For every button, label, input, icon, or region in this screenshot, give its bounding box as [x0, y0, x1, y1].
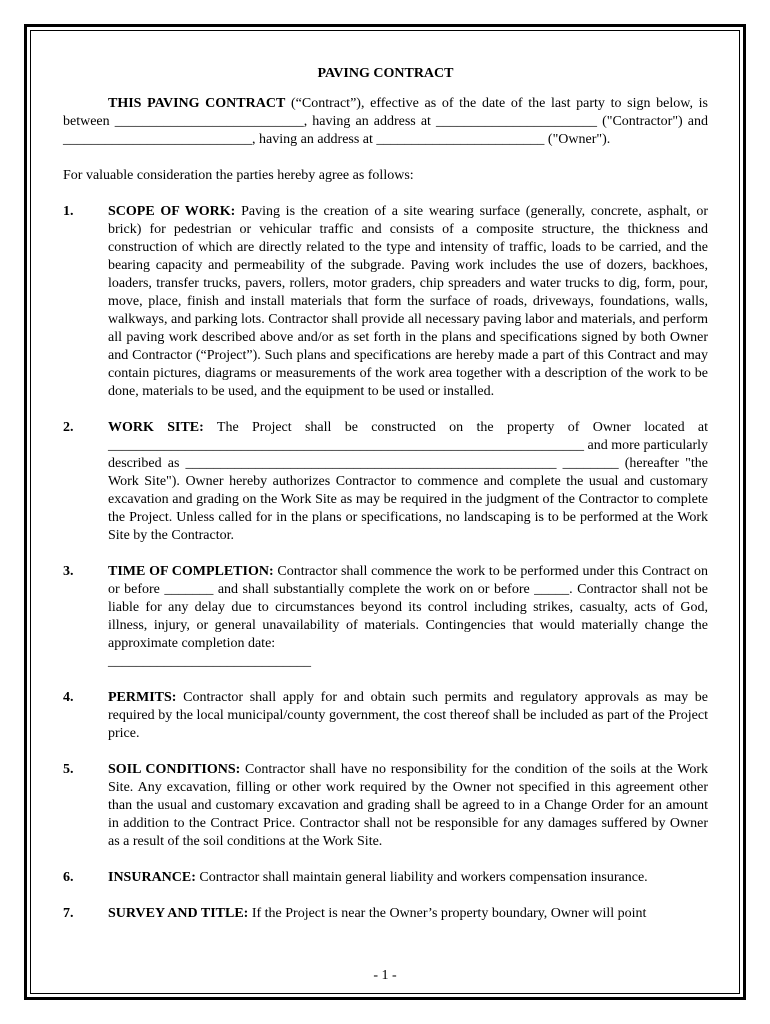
section-body: Contractor shall commence the work to be performed under this Contract on or before _______ and shall substantially complete the work on or before _____. Contractor shall not be liable for any delay due to circumstances beyond its control including strikes, casualty, acts of God, illness, injury, or general unavailability of materials. Contingencies that would materially change the approximate completion date:	[108, 564, 708, 651]
section-body: Contractor shall apply for and obtain such permits and regulatory approvals as may be required by the local municipal/county government, the cost thereof shall be included as part of the Project price.	[108, 690, 708, 741]
section-heading: SURVEY AND TITLE:	[108, 906, 249, 921]
section-heading: SCOPE OF WORK:	[108, 204, 236, 219]
section-survey-and-title	[63, 905, 708, 923]
section-number: 2.	[63, 420, 74, 435]
section-heading: PERMITS:	[108, 690, 177, 705]
section-heading: INSURANCE:	[108, 870, 196, 885]
document-title: PAVING CONTRACT	[317, 66, 454, 81]
completion-date-blank: _____________________________	[108, 654, 311, 669]
section-number: 3.	[63, 564, 74, 579]
intro-lead: THIS PAVING CONTRACT	[108, 96, 286, 111]
document-page	[63, 65, 708, 941]
section-body: The Project shall be constructed on the property of Owner located at ____________________________________________________________________ and more particularly described as _____________________________________________________ ________ (hereafter "the Work Site"). Owner hereby authorizes Contractor to commence and complete the usual and customary excavation and grading on the Work Site as may be required in the judgment of the Contractor to complete the Project. Unless called for in the plans or specifications, no landscaping is to be performed at the Work Site by the Contractor.	[108, 420, 709, 543]
section-work-site	[63, 419, 708, 545]
section-permits	[63, 689, 708, 743]
section-body: Contractor shall maintain general liability and workers compensation insurance.	[195, 870, 648, 885]
section-body: Paving is the creation of a site wearing surface (generally, concrete, asphalt, or brick) for pedestrian or vehicular traffic and consists of a composite structure, the thickness and construction of which are directly related to the type and intensity of traffic, loads to be carried, and the bearing capacity and permeability of the subgrade. Paving work includes the use of dozers, backhoes, loaders, transfer trucks, pavers, rollers, motor graders, chip spreaders and water trucks to dig, form, pour, move, place, finish and install materials that form the surface of roads, driveways, foundations, walls, walkways, and parking lots. Contractor shall provide all necessary paving labor and materials, and perform all paving work described above and/or as set forth in the plans and specifications signed by both Owner and Contractor (“Project”). Such plans and specifications are hereby made a part of this Contract and may contain pictures, diagrams or measurements of the work area together with a description of the work to be done, materials to be used, and the equipment to be used or installed.	[108, 204, 708, 399]
section-number: 4.	[63, 690, 74, 705]
consideration-text: For valuable consideration the parties hereby agree as follows:	[63, 168, 414, 183]
section-heading: WORK SITE:	[108, 420, 204, 435]
section-insurance	[63, 869, 708, 887]
section-soil-conditions	[63, 761, 708, 851]
section-scope-of-work	[63, 203, 708, 401]
section-body: Contractor shall have no responsibility for the condition of the soils at the Work Site. Any excavation, filling or other work required by the Owner not specified in this agreement other than the usual and customary excavation and grading shall be agreed to in a Change Order for an amount in addition to the Contract Price. Contractor shall not be responsible for any damages suffered by Owner as a result of the soil conditions at the Work Site.	[108, 762, 709, 849]
section-number: 5.	[63, 762, 74, 777]
section-body: If the Project is near the Owner’s property boundary, Owner will point	[248, 906, 647, 921]
intro-text: (“Contract”), effective as of the date of the last party to sign below, is between ___________________________, having an address at _______________________ ("Contractor") and ___________________________, having an address at ________________________ ("Owner").	[63, 96, 708, 147]
page-number: - 1 -	[373, 968, 397, 983]
intro-paragraph	[63, 95, 708, 149]
section-number: 1.	[63, 204, 74, 219]
section-number: 7.	[63, 906, 74, 921]
section-time-of-completion	[63, 563, 708, 671]
section-heading: TIME OF COMPLETION:	[108, 564, 274, 579]
section-heading: SOIL CONDITIONS:	[108, 762, 241, 777]
section-number: 6.	[63, 870, 74, 885]
